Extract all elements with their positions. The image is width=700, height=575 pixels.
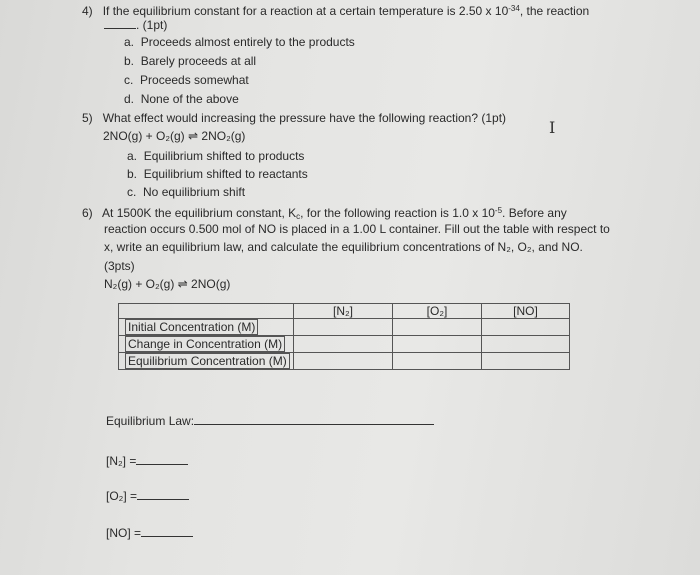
q4-points: . (1pt): [136, 18, 168, 32]
q6-points: (3pts): [104, 259, 135, 273]
option-letter: b.: [124, 54, 135, 68]
option-text: No equilibrium shift: [143, 185, 246, 199]
option-letter: b.: [127, 167, 138, 181]
q6-equation: N₂(g) + O₂(g) ⇌ 2NO(g): [104, 277, 231, 291]
cell-initial-n2[interactable]: [294, 319, 393, 336]
ice-table: [118, 303, 570, 370]
table-corner-cell: [119, 304, 294, 319]
row-label-change: [119, 336, 294, 353]
n2-answer-line: [106, 454, 188, 468]
o2-label: [O₂] =: [106, 489, 138, 503]
o2-answer-line: [106, 489, 189, 503]
header-no: [NO]: [482, 304, 570, 319]
n2-answer-blank[interactable]: [136, 464, 188, 465]
q5-option-b[interactable]: [127, 167, 308, 181]
no-answer-blank[interactable]: [141, 536, 193, 537]
q6-line2: reaction occurs 0.500 mol of NO is placed in a 1.00 L container. Fill out the table with respect to: [104, 222, 610, 236]
q6-line1: [82, 204, 567, 224]
q4-exponent: -34: [508, 4, 520, 13]
q6-kc-sub: c: [296, 212, 301, 221]
q4-blank-line: [104, 18, 167, 32]
row-label-text: Equilibrium Concentration (M): [125, 353, 290, 369]
text-cursor-icon: I: [549, 118, 556, 137]
cell-initial-o2[interactable]: [393, 319, 482, 336]
q4-text-end: , the reaction: [519, 4, 590, 18]
no-label: [NO] =: [106, 526, 142, 540]
row-label-text: Initial Concentration (M): [125, 319, 258, 335]
cell-eq-no[interactable]: [482, 353, 570, 370]
q4-option-b[interactable]: [124, 54, 256, 68]
cell-change-o2[interactable]: [393, 336, 482, 353]
o2-answer-blank[interactable]: [137, 499, 189, 500]
cell-eq-n2[interactable]: [294, 353, 393, 370]
equilibrium-law-line: [106, 414, 434, 428]
q4-option-d[interactable]: [124, 92, 239, 106]
no-answer-line: [106, 526, 193, 540]
option-letter: d.: [124, 92, 135, 106]
q4-option-c[interactable]: [124, 73, 249, 87]
q5-text: What effect would increasing the pressure have the following reaction? (1pt): [102, 111, 507, 125]
table-row: [119, 319, 570, 336]
q5-option-a[interactable]: [127, 149, 304, 163]
option-letter: a.: [124, 35, 135, 49]
q6-line3: x, write an equilibrium law, and calculate the equilibrium concentrations of N₂, O₂, and NO.: [104, 240, 583, 254]
row-label-initial: [119, 319, 294, 336]
q6-exponent: -5: [494, 206, 503, 215]
cell-change-no[interactable]: [482, 336, 570, 353]
law-label: Equilibrium Law:: [106, 414, 195, 428]
option-text: Proceeds somewhat: [140, 73, 249, 87]
option-text: Equilibrium shifted to products: [143, 149, 305, 163]
q5-equation: 2NO(g) + O₂(g) ⇌ 2NO₂(g): [103, 129, 246, 143]
table-row: [119, 353, 570, 370]
option-letter: a.: [127, 149, 138, 163]
option-text: Equilibrium shifted to reactants: [143, 167, 308, 181]
row-label-text: Change in Concentration (M): [125, 336, 285, 352]
header-n2: [N₂]: [294, 304, 393, 319]
option-text: Proceeds almost entirely to the products: [140, 35, 355, 49]
n2-label: [N₂] =: [106, 454, 137, 468]
q4-number: 4): [82, 4, 93, 18]
q6-text-c: . Before any: [502, 206, 567, 220]
q4-line: [82, 2, 589, 18]
option-text: None of the above: [140, 92, 239, 106]
q6-text-b: , for the following reaction is 1.0 x 10: [300, 206, 495, 220]
q5-line: [82, 111, 506, 125]
row-label-equilibrium: [119, 353, 294, 370]
option-text: Barely proceeds at all: [140, 54, 257, 68]
header-o2: [O₂]: [393, 304, 482, 319]
option-letter: c.: [124, 73, 134, 87]
table-row: [119, 336, 570, 353]
q5-number: 5): [82, 111, 93, 125]
q4-answer-blank[interactable]: [104, 28, 136, 29]
q4-text: If the equilibrium constant for a reaction at a certain temperature is 2.50 x 10: [102, 4, 509, 18]
option-letter: c.: [127, 185, 137, 199]
law-answer-blank[interactable]: [194, 424, 434, 425]
table-header-row: [119, 304, 570, 319]
cell-change-n2[interactable]: [294, 336, 393, 353]
cell-initial-no[interactable]: [482, 319, 570, 336]
cell-eq-o2[interactable]: [393, 353, 482, 370]
q6-number: 6): [82, 206, 93, 220]
q6-text-a: At 1500K the equilibrium constant, K: [102, 206, 297, 220]
q5-option-c[interactable]: [127, 185, 245, 199]
q4-option-a[interactable]: [124, 35, 355, 49]
